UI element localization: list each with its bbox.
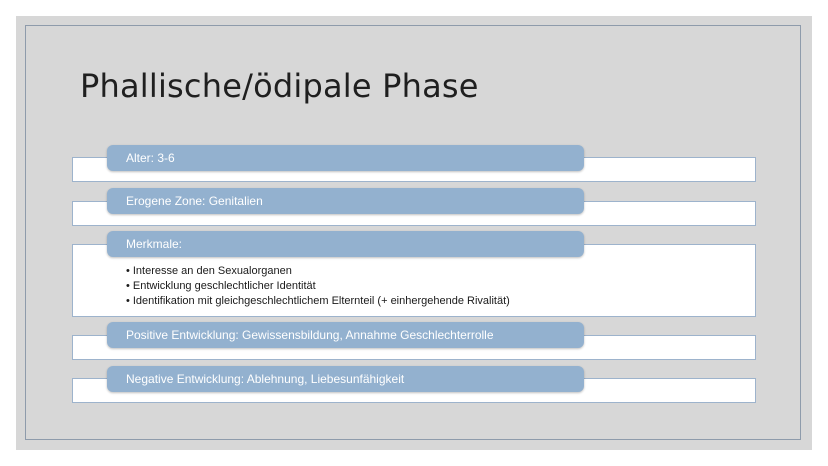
list-item: • Entwicklung geschlechtlicher Identität: [126, 279, 510, 294]
item-label-positive: Positive Entwicklung: Gewissensbildung, Annahme Geschlechterrolle: [107, 322, 584, 348]
list-item: • Identifikation mit gleichgeschlechtlichem Elternteil (+ einhergehende Rivalität): [126, 294, 510, 309]
slide-title: Phallische/ödipale Phase: [80, 67, 479, 105]
characteristics-list: [126, 264, 510, 309]
item-label-erogenous-zone: Erogene Zone: Genitalien: [107, 188, 584, 214]
item-label-negative: Negative Entwicklung: Ablehnung, Liebesunfähigkeit: [107, 366, 584, 392]
list-item: • Interesse an den Sexualorganen: [126, 264, 510, 279]
item-label-age: Alter: 3-6: [107, 145, 584, 171]
item-label-characteristics: Merkmale:: [107, 231, 584, 257]
